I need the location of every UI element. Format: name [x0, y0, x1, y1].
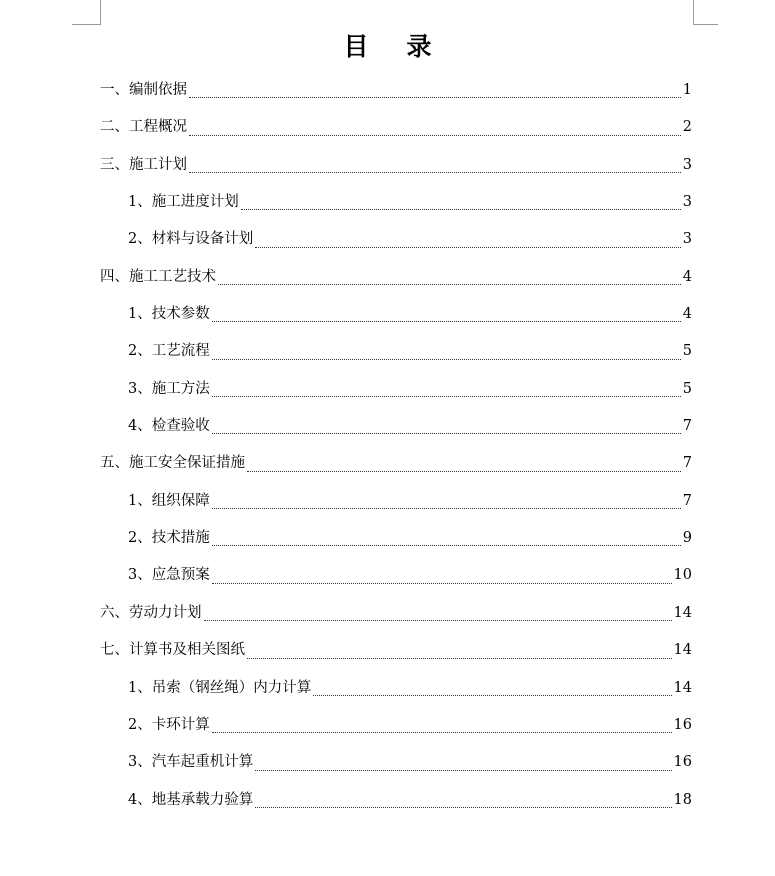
margin-corner-mark-left	[72, 0, 101, 25]
toc-page-number: 3	[682, 156, 692, 173]
toc-entry-title: 2、材料与设备计划	[128, 231, 254, 248]
toc-entry-title: 1、吊索（钢丝绳）内力计算	[128, 679, 312, 696]
toc-dot-leader	[255, 247, 681, 248]
toc-page-number: 14	[673, 604, 692, 621]
toc-entry-title: 3、施工方法	[128, 380, 210, 397]
toc-entry-title: 1、组织保障	[128, 492, 210, 509]
toc-dot-leader	[218, 284, 681, 285]
toc-entry-title: 1、施工进度计划	[128, 194, 239, 211]
toc-entry-subsection[interactable]	[100, 221, 692, 258]
toc-entry-subsection[interactable]	[100, 707, 692, 744]
toc-page-number: 14	[673, 679, 692, 696]
toc-page-number: 16	[673, 754, 692, 771]
toc-page-number: 14	[673, 642, 692, 659]
toc-page-number: 4	[682, 306, 692, 323]
toc-dot-leader	[212, 732, 672, 733]
toc-dot-leader	[212, 583, 672, 584]
toc-entry-subsection[interactable]	[100, 184, 692, 221]
toc-dot-leader	[212, 508, 681, 509]
toc-entry-subsection[interactable]	[100, 333, 692, 370]
toc-dot-leader	[212, 545, 681, 546]
toc-dot-leader	[212, 321, 681, 322]
toc-entry-section[interactable]	[100, 595, 692, 632]
toc-page-number: 2	[682, 119, 692, 136]
toc-dot-leader	[212, 433, 681, 434]
toc-entry-title: 4、地基承载力验算	[128, 791, 254, 808]
toc-page-number: 18	[673, 791, 692, 808]
toc-entry-subsection[interactable]	[100, 744, 692, 781]
toc-entry-title: 2、卡环计算	[128, 716, 210, 733]
toc-entry-title: 四、施工工艺技术	[100, 268, 216, 285]
toc-page-number: 4	[682, 268, 692, 285]
toc-entry-title: 二、工程概况	[100, 119, 187, 136]
toc-page-number: 7	[682, 418, 692, 435]
toc-page-number: 9	[682, 530, 692, 547]
page-title: 目录	[343, 32, 470, 61]
toc-entry-subsection[interactable]	[100, 483, 692, 520]
toc-entry-title: 六、劳动力计划	[100, 604, 202, 621]
toc-entry-subsection[interactable]	[100, 296, 692, 333]
toc-dot-leader	[313, 695, 671, 696]
toc-entry-title: 1、技术参数	[128, 306, 210, 323]
toc-page-number: 5	[682, 380, 692, 397]
toc-dot-leader	[189, 97, 681, 98]
toc-entry-title: 七、计算书及相关图纸	[100, 642, 245, 659]
toc-page-number: 3	[682, 231, 692, 248]
toc-entry-subsection[interactable]	[100, 782, 692, 819]
toc-entry-section[interactable]	[100, 109, 692, 146]
toc-entry-title: 3、应急预案	[128, 567, 210, 584]
toc-entry-title: 2、工艺流程	[128, 343, 210, 360]
toc-dot-leader	[241, 209, 681, 210]
toc-entry-subsection[interactable]	[100, 520, 692, 557]
toc-dot-leader	[255, 807, 671, 808]
toc-dot-leader	[255, 770, 671, 771]
toc-page-number: 5	[682, 343, 692, 360]
toc-entry-section[interactable]	[100, 632, 692, 669]
toc-dot-leader	[247, 471, 681, 472]
toc-entry-title: 五、施工安全保证措施	[100, 455, 245, 472]
toc-dot-leader	[247, 658, 672, 659]
table-of-contents	[100, 72, 692, 819]
toc-dot-leader	[189, 172, 681, 173]
toc-entry-subsection[interactable]	[100, 408, 692, 445]
toc-entry-section[interactable]	[100, 259, 692, 296]
toc-dot-leader	[189, 135, 681, 136]
toc-page-number: 16	[673, 716, 692, 733]
toc-dot-leader	[212, 359, 681, 360]
toc-page-number: 1	[682, 82, 692, 98]
margin-corner-mark-right	[693, 0, 718, 25]
toc-entry-section[interactable]	[100, 147, 692, 184]
toc-entry-section[interactable]	[100, 445, 692, 482]
toc-page-number: 3	[682, 194, 692, 211]
toc-entry-title: 2、技术措施	[128, 530, 210, 547]
toc-page-number: 7	[682, 492, 692, 509]
toc-entry-section[interactable]	[100, 72, 692, 109]
toc-page-number: 10	[673, 567, 692, 584]
toc-page-number: 7	[682, 455, 692, 472]
toc-entry-title: 一、编制依据	[100, 82, 187, 98]
toc-entry-subsection[interactable]	[100, 557, 692, 594]
toc-entry-title: 4、检查验收	[128, 418, 210, 435]
toc-entry-subsection[interactable]	[100, 670, 692, 707]
toc-entry-title: 三、施工计划	[100, 156, 187, 173]
toc-entry-title: 3、汽车起重机计算	[128, 754, 254, 771]
toc-entry-subsection[interactable]	[100, 371, 692, 408]
toc-dot-leader	[212, 396, 681, 397]
toc-dot-leader	[204, 620, 672, 621]
